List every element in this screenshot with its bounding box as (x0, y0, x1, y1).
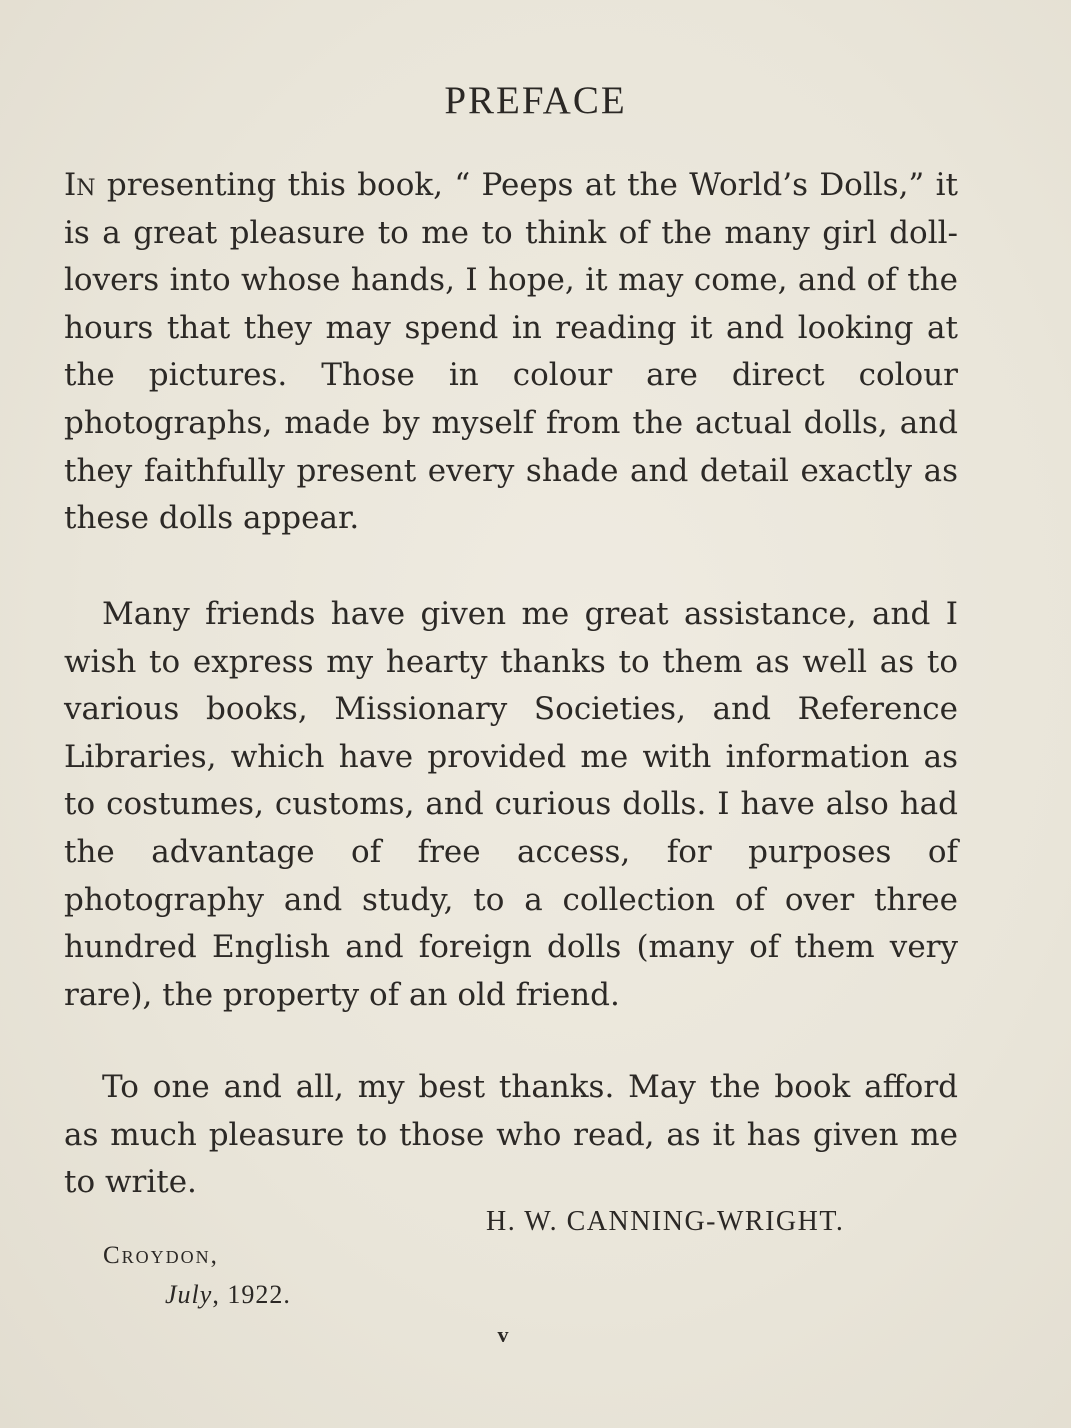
paragraph-2-text: Many friends have given me great assistance, and I wish to express my hearty thanks to them as well as to various books, Missionary Societies, and Reference Libraries, which have provided me with information as to costumes, customs, and curious dolls. I have also had the advantage of free access, for purposes of photography and study, to a collection of over three hundred English and foreign dolls (many of them very rare), the property of an old friend. (64, 596, 958, 1013)
paragraph-3-text: To one and all, my best thanks. May the book afford as much pleasure to those who read, as it has given me to write. (64, 1069, 958, 1201)
preface-paragraph-3 (64, 1064, 958, 1207)
preface-paragraph-2 (64, 591, 958, 1019)
preface-paragraph-1 (64, 162, 958, 543)
signoff-place: Croydon, (103, 1242, 219, 1269)
page-title: PREFACE (444, 79, 627, 122)
signoff-month: July (165, 1280, 213, 1309)
paragraph-lead-word: In (64, 167, 96, 203)
signoff-year: , 1922. (212, 1280, 291, 1309)
paragraph-1-text: presenting this book, “ Peeps at the World’s Dolls,” it is a great pleasure to me to think of the many girl doll-lovers into whose hands, I hope, it may come, and of the hours that they may spend in reading it and looking at the pictures. Those in colour are direct colour photographs, made by myself from the actual dolls, and they faithfully present every shade and detail exactly as these dolls appear. (64, 167, 959, 537)
page-number: v (497, 1322, 509, 1347)
signoff-date (165, 1280, 291, 1310)
author-signature: H. W. CANNING-WRIGHT. (486, 1206, 845, 1237)
